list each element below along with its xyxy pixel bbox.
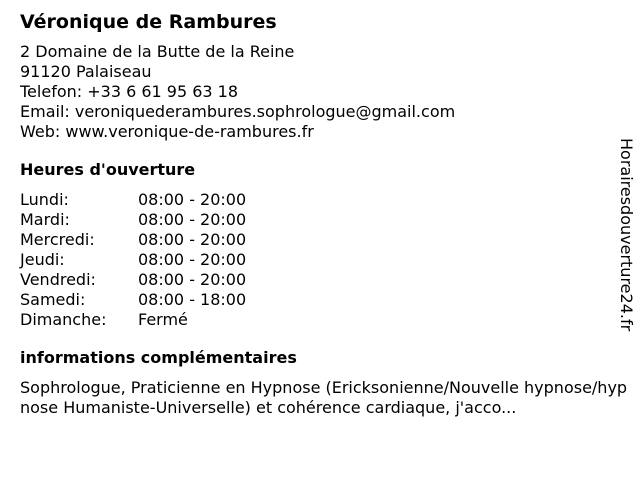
phone-line: Telefon: +33 6 61 95 63 18: [20, 82, 239, 101]
address-line-1: 2 Domaine de la Butte de la Reine: [20, 42, 295, 61]
hours-row-thursday: [20, 250, 610, 270]
business-name: Véronique de Rambures: [20, 11, 277, 33]
day-label: Mardi:: [20, 210, 70, 229]
day-label: Lundi:: [20, 190, 69, 209]
address-line-2: 91120 Palaiseau: [20, 62, 152, 81]
opening-hours-heading: Heures d'ouverture: [20, 160, 196, 179]
additional-info-text: Sophrologue, Praticienne en Hypnose (Ericksonienne/Nouvelle hypnose/hypnose Humaniste-Universelle) et cohérence cardiaque, j'acco...: [20, 378, 628, 417]
day-label: Dimanche:: [20, 310, 107, 329]
watermark-text: Horairesdouverture24.fr: [617, 138, 636, 332]
hours-row-sunday: [20, 310, 610, 330]
day-label: Mercredi:: [20, 230, 95, 249]
hours-row-wednesday: [20, 230, 610, 250]
time-value: 08:00 - 20:00: [138, 250, 247, 269]
additional-info-heading: informations complémentaires: [20, 348, 297, 367]
time-value: 08:00 - 20:00: [138, 230, 247, 249]
hours-row-tuesday: [20, 210, 610, 230]
day-label: Samedi:: [20, 290, 86, 309]
time-value: 08:00 - 20:00: [138, 210, 247, 229]
web-line: Web: www.veronique-de-rambures.fr: [20, 122, 314, 141]
hours-row-monday: [20, 190, 610, 210]
day-label: Vendredi:: [20, 270, 96, 289]
time-value: Fermé: [138, 310, 188, 329]
email-line: Email: veroniquederambures.sophrologue@gmail.com: [20, 102, 456, 121]
hours-row-saturday: [20, 290, 610, 310]
time-value: 08:00 - 20:00: [138, 190, 247, 209]
day-label: Jeudi:: [20, 250, 65, 269]
hours-row-friday: [20, 270, 610, 290]
opening-hours-table: [20, 190, 610, 330]
time-value: 08:00 - 18:00: [138, 290, 247, 309]
time-value: 08:00 - 20:00: [138, 270, 247, 289]
